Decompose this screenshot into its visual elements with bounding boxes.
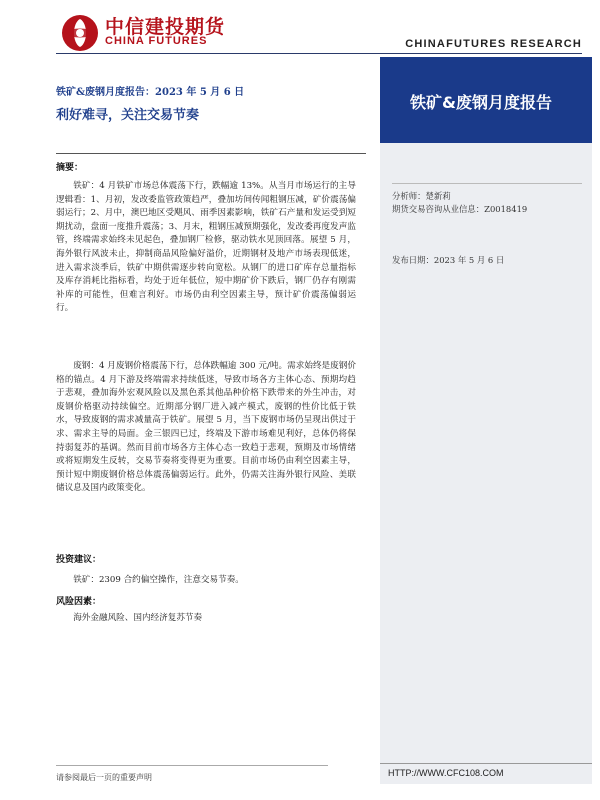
risk-heading: 风险因素： bbox=[56, 597, 102, 607]
brand-name-en: CHINA FUTURES bbox=[105, 35, 208, 47]
website-bar bbox=[380, 763, 592, 784]
research-label: CHINAFUTURES RESEARCH bbox=[405, 38, 582, 50]
banner-title: 铁矿&废钢月度报告 bbox=[410, 93, 552, 112]
analyst-name: 分析师：楚新莉 bbox=[392, 191, 451, 201]
info-sidebar bbox=[380, 143, 592, 773]
report-date-line: 铁矿&废钢月度报告：2023 年 5 月 6 日 bbox=[56, 87, 245, 98]
website-link[interactable]: HTTP://WWW.CFC108.COM bbox=[388, 768, 504, 778]
report-title-banner bbox=[380, 57, 592, 143]
iron-ore-paragraph: 铁矿：4 月铁矿市场总体震荡下行，跌幅逾 13%。从当月市场运行的主导逻辑看：1、月初，发改委监管政策趋严，叠加坊间传闻粗钢压减，矿价震荡偏弱运行；2、月中，澳巴地区受飓风、雨季因素影响，铁矿石产量和发运受到短期扰动，盘面一度推升震荡；3、月末，粗钢压减预期强化，发改委再度发声监管，终端需求始终未见起色，叠加钢厂检修，驱动铁水见顶回落。展望 5 月，海外银行风波未止，抑制商品风险偏好溢价，近期钢材及地产市场表现低迷，进入需求淡季后，铁矿中期供需逐步转向宽松。从钢厂的进口矿库存总量指标及库存消耗比指标看，均处于近年低位，短中期矿价下跌后，钢厂仍存有刚需补库的可能性，但难言利好。市场仍由利空因素主导，预计矿价震荡偏弱运行。 bbox=[56, 181, 356, 314]
china-futures-logo-icon bbox=[60, 13, 100, 53]
scrap-steel-paragraph: 废钢：4 月废钢价格震荡下行，总体跌幅逾 300 元/吨。需求始终是废钢价格的锚点。4 月下游及终端需求持续低迷，导致市场各方主体心态、预期均趋于悲观，叠加海外宏观风险以及黑色系其他品种价格下跌带来的外生冲击，对废钢价格驱动持续偏空。近期部分钢厂进入减产模式，废钢的性价比低于铁水，导致废钢的需求减量高于铁矿。展望 5 月，当下废钢市场仍呈现出供过于求、需求主导的局面。金三银四已过，终端及下游市场难见利好，总体仍将保持弱复苏的基调。然而目前市场各方主体心态一致趋于悲观，预期及市场情绪或将短期发生反转，交易节奏将变得更为重要。目前市场仍由利空因素主导，预计短中期废钢价格总体震荡偏弱运行。此外，仍需关注海外银行风险、美联储议息及国内政策变化。 bbox=[56, 361, 356, 494]
brand-name-cn: 中信建投期货 bbox=[105, 16, 226, 38]
investment-heading: 投资建议： bbox=[56, 555, 102, 565]
footer-disclaimer: 请参阅最后一页的重要声明 bbox=[56, 773, 152, 782]
investment-text: 铁矿：2309 合约偏空操作，注意交易节奏。 bbox=[73, 575, 244, 585]
analyst-info bbox=[392, 190, 527, 216]
risk-text: 海外金融风险、国内经济复苏节奏 bbox=[73, 613, 203, 623]
header-divider bbox=[56, 53, 582, 54]
sidebar-divider bbox=[392, 183, 582, 184]
analyst-license: 期货交易咨询从业信息：Z0018419 bbox=[392, 204, 528, 214]
footer-divider bbox=[56, 765, 328, 766]
publish-date: 发布日期：2023 年 5 月 6 日 bbox=[392, 255, 505, 265]
report-headline: 利好难寻，关注交易节奏 bbox=[56, 108, 200, 123]
summary-heading: 摘要： bbox=[56, 163, 84, 173]
content-divider bbox=[56, 153, 366, 154]
